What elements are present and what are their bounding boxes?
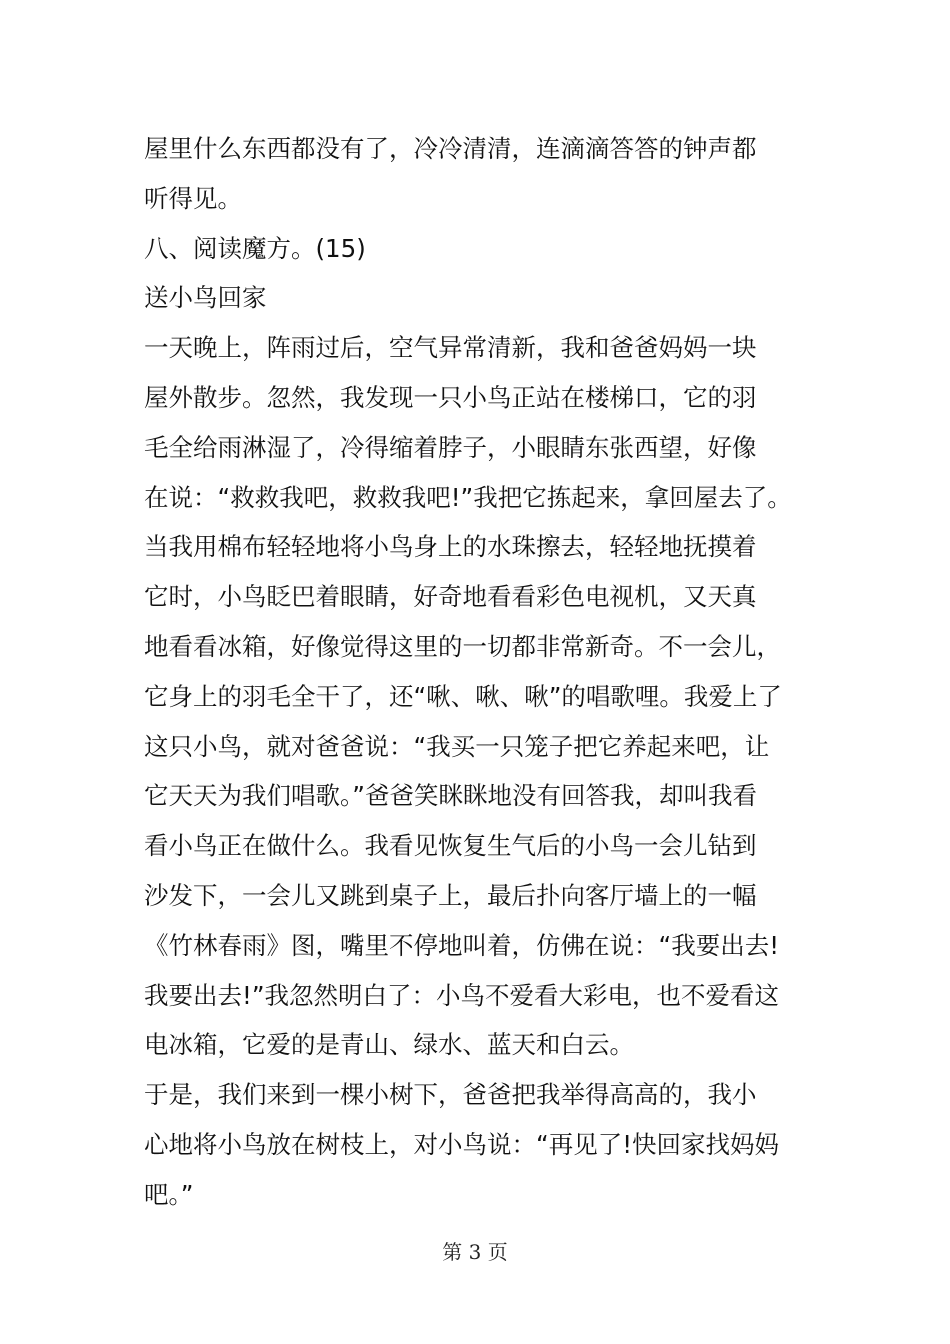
text-line: 这只小鸟，就对爸爸说：“我买一只笼子把它养起来吧，让 <box>144 731 770 761</box>
text-line: 吧。” <box>144 1179 194 1209</box>
section-heading: 八、阅读魔方。(15) <box>144 233 366 263</box>
page-number: 第 3 页 <box>442 1240 508 1264</box>
text-line: 一天晚上，阵雨过后，空气异常清新，我和爸爸妈妈一块 <box>144 333 757 363</box>
text-line: 它天天为我们唱歌。”爸爸笑眯眯地没有回答我，却叫我看 <box>144 781 757 811</box>
text-line: 沙发下，一会儿又跳到桌子上，最后扑向客厅墙上的一幅 <box>144 880 757 910</box>
text-line: 在说：“救救我吧，救救我吧!”我把它拣起来，拿回屋去了。 <box>144 482 792 512</box>
text-line: 屋外散步。忽然，我发现一只小鸟正站在楼梯口，它的羽 <box>144 382 757 412</box>
text-line: 当我用棉布轻轻地将小鸟身上的水珠擦去，轻轻地抚摸着 <box>144 532 757 562</box>
text-line: 看小鸟正在做什么。我看见恢复生气后的小鸟一会儿钻到 <box>144 831 757 861</box>
text-line: 听得见。 <box>144 183 242 213</box>
text-line: 它时，小鸟眨巴着眼睛，好奇地看看彩色电视机，又天真 <box>144 582 757 612</box>
text-line: 电冰箱，它爱的是青山、绿水、蓝天和白云。 <box>144 1030 634 1060</box>
text-line: 我要出去!”我忽然明白了：小鸟不爱看大彩电，也不爱看这 <box>144 980 780 1010</box>
text-line: 屋里什么东西都没有了，冷冷清清，连滴滴答答的钟声都 <box>144 134 757 163</box>
text-line: 于是，我们来到一棵小树下，爸爸把我举得高高的，我小 <box>144 1080 757 1110</box>
text-line: 毛全给雨淋湿了，冷得缩着脖子，小眼睛东张西望，好像 <box>144 432 757 462</box>
passage-title: 送小鸟回家 <box>144 283 267 313</box>
text-line: 《竹林春雨》图，嘴里不停地叫着，仿佛在说：“我要出去! <box>144 930 780 960</box>
text-line: 心地将小鸟放在树枝上，对小鸟说：“再见了!快回家找妈妈 <box>144 1129 780 1159</box>
text-line: 地看看冰箱，好像觉得这里的一切都非常新奇。不一会儿， <box>144 631 781 661</box>
document-body <box>144 124 812 1220</box>
text-line: 它身上的羽毛全干了，还“啾、啾、啾”的唱歌哩。我爱上了 <box>144 681 782 711</box>
